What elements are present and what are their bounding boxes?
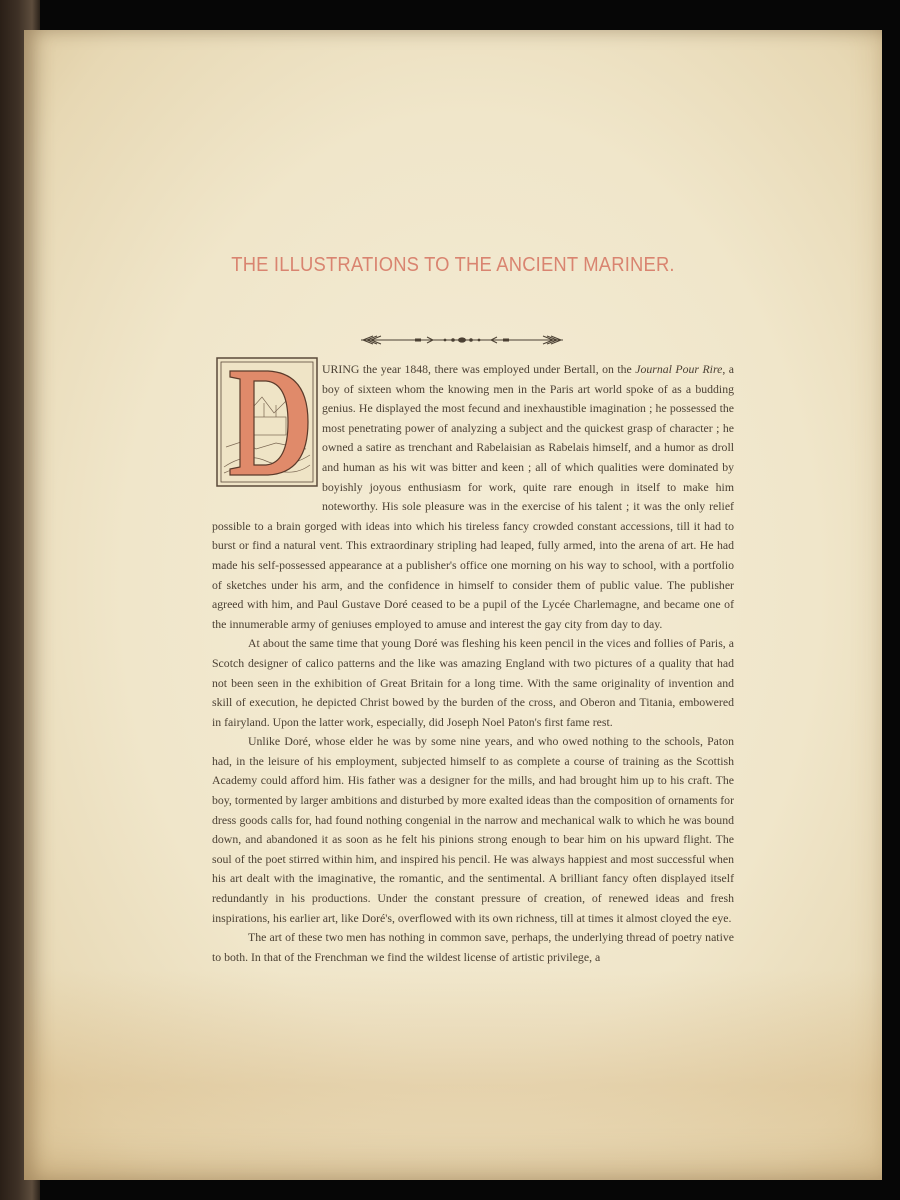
paragraph-2: At about the same time that young Doré was fleshing his keen pencil in the vices and follies of Paris, a Scotch designer of calico patterns and the like was amazing England with two pictures of a quality that had not been seen in the exhibition of Great Britain for a long time. With the same originality of invention and skill of execution, he depicted Christ bowed by the burden of the cross, and Oberon and Titania, embowered in fairyland. Upon the latter work, especially, did Joseph Noel Paton's first fame rest. bbox=[212, 636, 734, 729]
paragraph-4: The art of these two men has nothing in common save, perhaps, the underlying thread of poetry native to both. In that of the Frenchman we find the wildest license of artistic privilege, a bbox=[212, 930, 734, 964]
drop-cap-space bbox=[212, 362, 322, 499]
article-body bbox=[212, 360, 734, 967]
journal-title-italic: Journal Pour Rire bbox=[635, 362, 723, 376]
paragraph-1 bbox=[212, 360, 734, 634]
paragraph-1-text-rest: , a boy of sixteen whom the knowing men in the Paris art world spoke of as a budding genius. He displayed the most fecund and inexhaustible imagination ; he possessed the most penetrating power of analyzing a subject and the quickest grasp of character ; he owned a satire as trenchant and Rabelaisian as Rabelais himself, and a humor as droll and human as his wit was bitter and keen ; all of which qualities were dominated by boyishly joyous enthusiasm for work, quite rare enough in itself to make him noteworthy. His sole pleasure was in the exercise of his talent ; it was the only relief possible to a brain gorged with ideas into which his tireless fancy crowded constant accessions, till it had to burst or find a natural vent. This extraordinary stripling had leaped, fully armed, into the arena of art. He had made his self-possessed appearance at a publisher's office one morning on his way to school, with a portfolio of sketches under his arm, and the confidence in himself to consider them of public value. The publisher agreed with him, and Paul Gustave Doré ceased to be a pupil of the Lycée Charlemagne, and became one of the innumerable army of geniuses employed to amuse and interest the gay city from day to day. bbox=[212, 362, 734, 631]
book-page bbox=[24, 30, 882, 1180]
ornament-divider-icon bbox=[357, 332, 567, 348]
page-title: THE ILLUSTRATIONS TO THE ANCIENT MARINER. bbox=[231, 254, 675, 276]
paragraph-1-text-start: URING the year 1848, there was employed under Bertall, on the bbox=[322, 362, 636, 376]
paragraph-3: Unlike Doré, whose elder he was by some nine years, and who owed nothing to the schools, Paton had, in the leisure of his employment, subjected himself to as complete a course of training as the Scottish Academy could afford him. His father was a designer for the mills, and had brought him up to his craft. The boy, tormented by larger ambitions and disturbed by more exalted ideas than the composition of ornaments for dress goods calls for, had found nothing congenial in the narrow and mechanical walk to which he was bound down, and abandoned it as soon as he felt his pinions strong enough to bear him on his upward flight. The soul of the poet stirred within him, and inspired his pencil. He was always happiest and most successful when his art dealt with the imaginative, the romantic, and the sentimental. A brilliant fancy often displayed itself redundantly in his productions. Under the constant pressure of creation, of renewed ideas and fresh inspirations, his earlier art, like Doré's, overflowed with its own richness, till at times it almost cloyed the eye. bbox=[212, 734, 734, 925]
